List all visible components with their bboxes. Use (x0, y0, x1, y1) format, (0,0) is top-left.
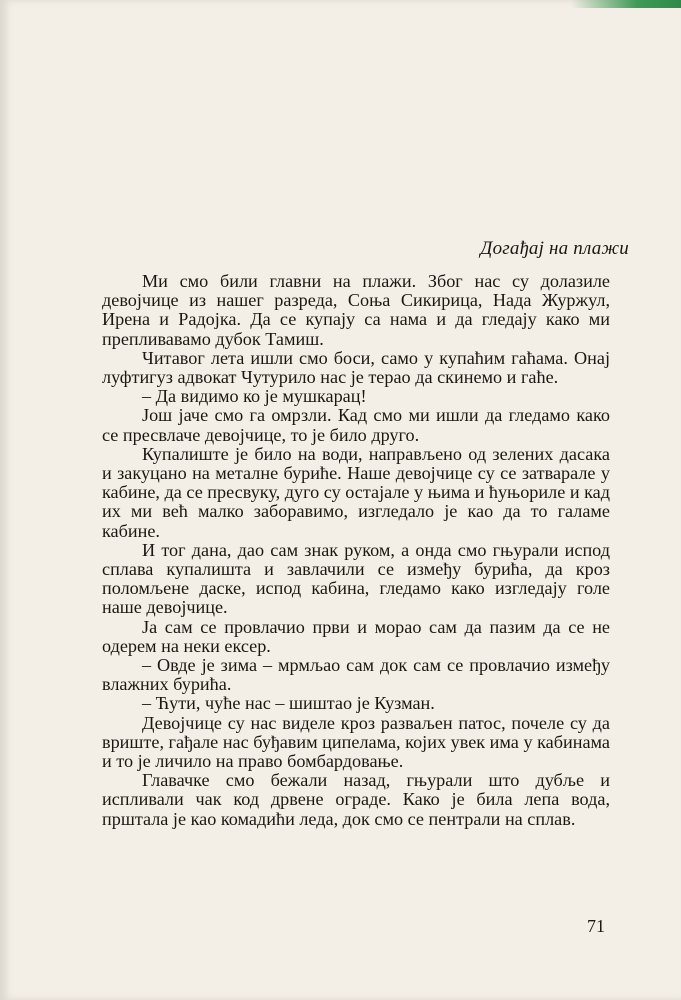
paragraph: Ја сам се провлачио први и морао сам да пазим да се не одерем на неки ексер. (102, 616, 610, 656)
chapter-title: Догађај на плажи (480, 238, 629, 259)
paragraph: Купалиште је било на води, направљено од зелених дасака и закуцано на металне буриће. Наше девојчице су се затварале у кабине, да се пресвуку, дуго су остајале у њима и ћуњориле и кад их ми већ малко заборавимо, изгледало је као да то галаме кабине. (102, 443, 610, 541)
paragraph: Ми смо били главни на плажи. Због нас су долазиле девојчице из нашег разреда, Соња Сикирица, Нада Журжул, Ирена и Радојка. Да се купају са нама и да гледају како ми препливавамо дубок Тамиш. (102, 271, 610, 349)
corner-accent-strip (571, 0, 681, 8)
paragraph: Још јаче смо га омрзли. Кад смо ми ишли да гледамо како се пресвлаче девојчице, то је било друго. (102, 405, 610, 445)
paragraph: – Овде је зима – мрмљао сам док сам се провлачио између влажних бурића. (102, 655, 610, 695)
paragraph: – Да видимо ко је мушкарац! (142, 386, 367, 407)
paragraph: Читавог лета ишли смо боси, само у купаћим гаћама. Онај луфтигуз адвокат Чутурило нас је терао да скинемо и гаће. (102, 347, 610, 388)
paragraph: Девојчице су нас виделе кроз разваљен патос, почеле су да вриште, гађале нас буђавим ципелама, којих увек има у кабинама и то је личило на право бомбардовање. (102, 712, 610, 772)
paragraph: И тог дана, дао сам знак руком, а онда смо гњурали испод сплава купалишта и завлачили се између бурића, да кроз поломљене даске, испод кабина, гледамо како изгледају голе наше девојчице. (102, 539, 610, 618)
paragraph: Главачке смо бежали назад, гњурали што дубље и испливали чак код дрвене ограде. Како је била лепа вода, прштала је као комадићи леда, док смо се пентрали на сплав. (102, 770, 610, 829)
body-text (102, 272, 610, 829)
page-number: 71 (587, 916, 605, 936)
paragraph: – Ћути, чуће нас – шиштао је Кузман. (142, 693, 435, 714)
